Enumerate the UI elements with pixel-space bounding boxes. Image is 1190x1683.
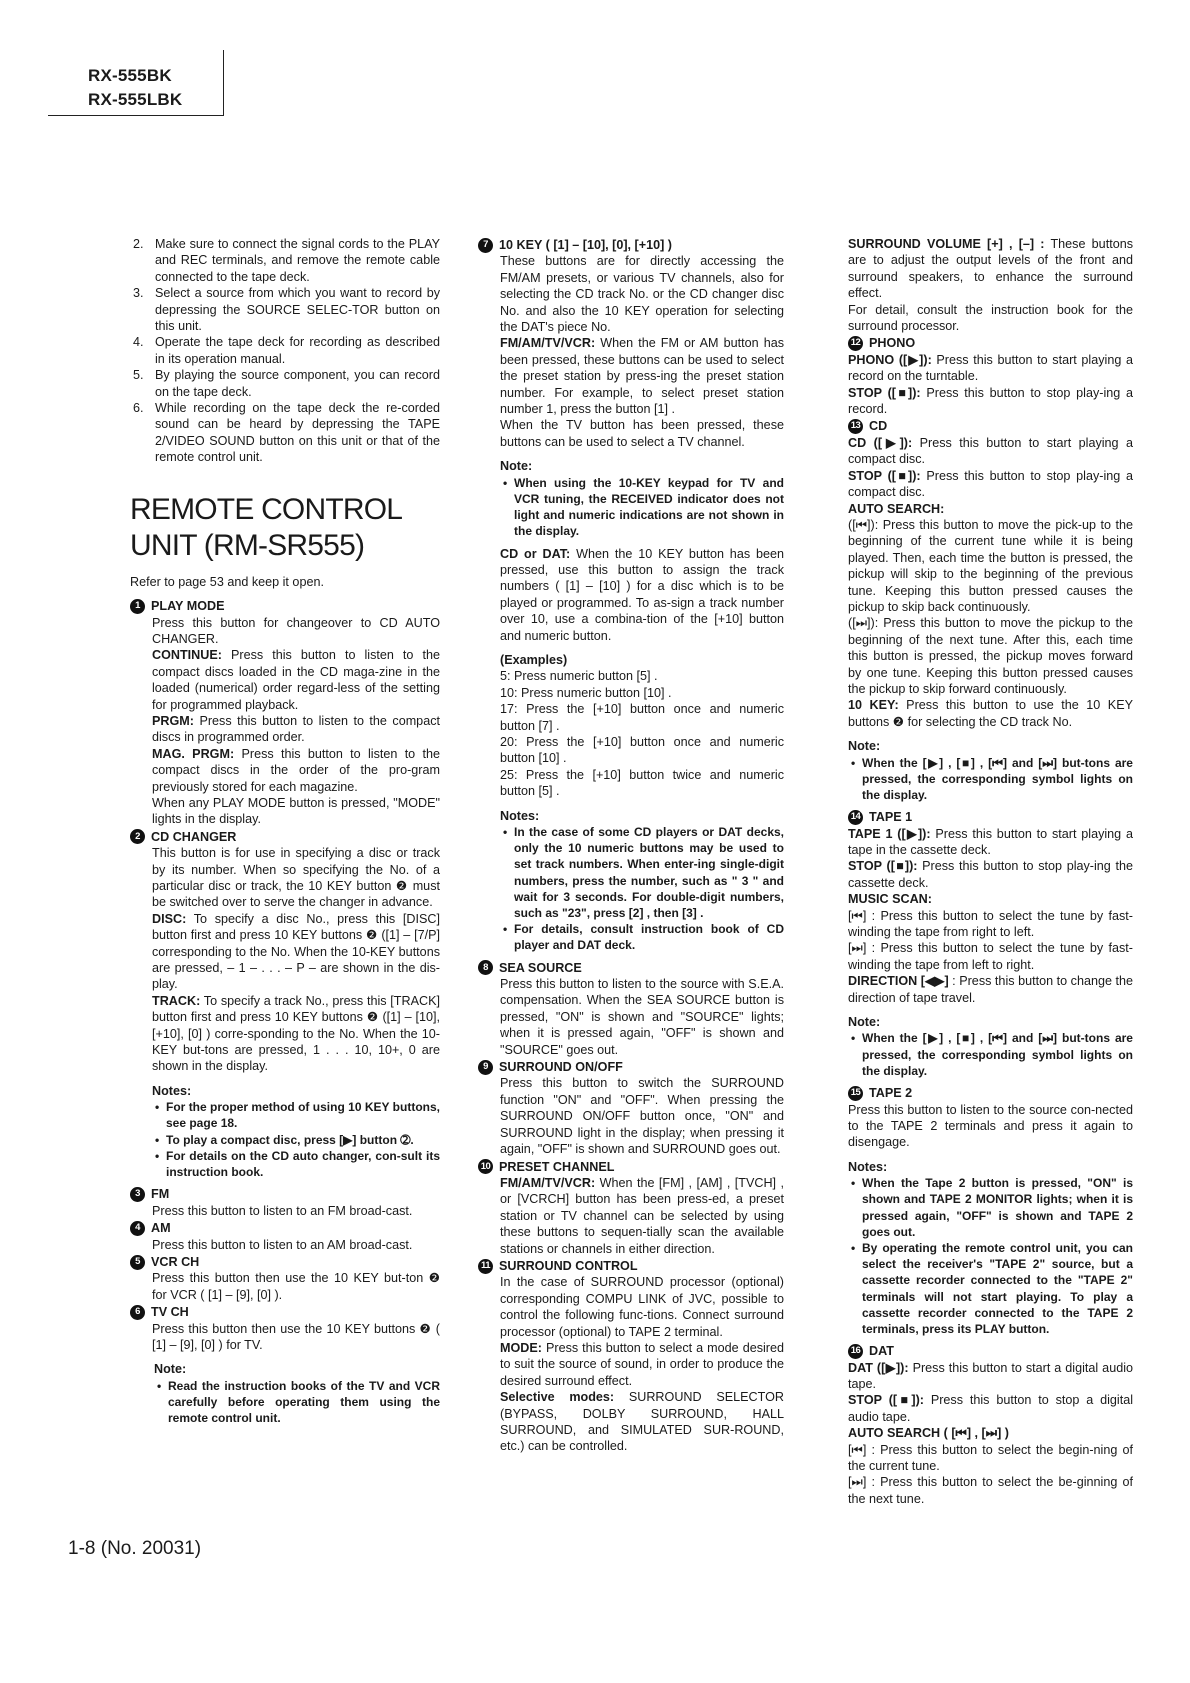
notes-heading: Note: bbox=[154, 1362, 187, 1377]
item-heading: 5 VCR CH bbox=[130, 1254, 440, 1270]
item-heading: 6 TV CH bbox=[130, 1304, 440, 1320]
number-badge: 6 bbox=[130, 1305, 145, 1320]
item-heading: 14 TAPE 1 bbox=[848, 809, 1133, 825]
item-heading: 4 AM bbox=[130, 1220, 440, 1236]
item-heading: 11 SURROUND CONTROL bbox=[478, 1258, 784, 1274]
note-item: • In the case of some CD players or DAT decks, only the 10 numeric buttons may be used to set track numbers. When enter-ing single-digit numbers, press the number, such as " 3 " and wait for 3 seconds. For double-digit numbers, such as "23", press [2] , then [3] . bbox=[500, 824, 784, 921]
notes-heading: Note: bbox=[848, 1015, 881, 1030]
notes-heading: Notes: bbox=[500, 808, 540, 823]
number-badge: 14 bbox=[848, 810, 863, 825]
column-left: 2. Make sure to connect the signal cords to the PLAY and REC terminals, and remove the remote cable connected to the tape deck. 3. Select a source from which you want to record by depressing the SOURCE SELEC-TOR button on this unit. 4. Operate the tape deck for recording as described in its operation manual. 5. By playing the source component, you can record on the tape deck. 6. While recording on the tape deck the re-corded sound can be heard by depressing the TAPE 2/VIDEO SOUND button on this unit or that of the remote control unit. REMOTE CONTROL UNIT (RM-SR555) Refer to page 53 and keep it open. 1 PLAY MODE Press this button for changeover to CD AUTO CHANGER. CONTINUE: Press this button to listen to the compact discs loaded in the CD maga-zine in the loaded (numerical) order regard-less of the setting for programmed playback. PRGM: Press this button to listen to the compact discs in programmed order. MAG. PRGM: Press this button to listen to the compact discs in the order of the pro-gram previously stored for each magazine. When any PLAY MODE button is pressed, "MODE" lights in the display. 2 CD CHANGER This button is for use in specifying a disc or track by its number. When so specifying the No. of a particular disc or track, the 10 KEY button ❷ must be switched over to serve the changer in advance. DISC: To specify a disc No., press this [DISC] button first and press 10 KEY buttons ❷ ([1] – [7/P] corresponding to the No. When the 10-KEY buttons are pressed, – 1 – . . . – P – are shown in the dis-play. TRACK: To specify a track No., press this [TRACK] button first and press 10 KEY buttons ❷ ([1] – [10], [+10], [0] ) corre-sponding to the No. When the 10-KEY but-tons are pressed, 1 . . . 10, 10+, 0 are shown in the display. Notes: • For the proper method of using 10 KEY buttons, see page 18. • To play a compact disc, press [▶] button ➁. • For details on the CD auto changer, con-sult its instruction book. 3 FM Press this button to listen to an FM broad-cast. 4 AM Press this button to listen to an AM broad-cast. 5 VCR CH Press this button then use the 10 KEY but-ton ❷ for VCR ( [1] – [9], [0] ). 6 TV CH Press this button then use the 10 KEY buttons ❷ ( [1] – [9], [0] ) for TV. Note: • Read the instruction books of the TV and VCR carefully before operating them using the remote control unit. bbox=[130, 236, 440, 1426]
section-title: REMOTE CONTROL UNIT (RM-SR555) bbox=[130, 492, 403, 562]
note-item: • To play a compact disc, press [▶] button ➁. bbox=[152, 1132, 440, 1148]
column-right: SURROUND VOLUME [+] , [–] : These buttons are to adjust the output levels of the front and surround speakers, to enhance the surround effect. For detail, consult the instruction book for the surround processor. 12 PHONO PHONO ([▶]): Press this button to start playing a record on the turntable. STOP ([■]): Press this button to stop play-ing a record. 13 CD CD ([▶]): Press this button to start playing a compact disc. STOP ([■]): Press this button to stop play-ing a compact disc. AUTO SEARCH: ([⏮]): Press this button to move the pick-up to the beginning of the current tune while it is being played. Then, each time the button is pressed, the pickup will skip to the beginning of the previous tune. Keeping this button pressed causes the pickup to skip back continuously. ([⏭]): Press this button to move the pickup to the beginning of the next tune. After this, each time this button is pressed, the pickup moves forward by one tune. Keeping this button pressed causes the pickup to skip forward continuously. 10 KEY: Press this button to use the 10 KEY buttons ❷ for selecting the CD track No. Note: • When the [▶] , [■] , [⏮] and [⏭] but-tons are pressed, the corresponding symbol lights on the display. 14 TAPE 1 TAPE 1 ([▶]): Press this button to start playing a tape in the cassette deck. STOP ([■]): Press this button to stop play-ing the cassette deck. MUSIC SCAN: [⏮] : Press this button to select the tune by fast-winding the tape from right to left. [⏭] : Press this button to select the tune by fast-winding the tape from left to right. DIRECTION [◀▶] : Press this button to change the direction of tape travel. Note: • When the [▶] , [■] , [⏮] and [⏭] but-tons are pressed, the corresponding symbol lights on the display. 15 TAPE 2 Press this button to listen to the source con-nected to the TAPE 2 terminals and press it again to disengage. Notes: • When the Tape 2 button is pressed, "ON" is shown and TAPE 2 MONITOR lights; when it is pressed again, "OFF" is shown and TAPE 2 goes out. • By operating the remote control unit, you can select the receiver's "TAPE 2" source, but a cassette recorder connected to the "TAPE 2" terminals will not start playing. To play a cassette recorder connected to the TAPE 2 terminals, press its PLAY button. 16 DAT DAT ([▶]): Press this button to start a digital audio tape. STOP ([■]): Press this button to stop a digital audio tape. AUTO SEARCH ( [⏮] , [⏭] ) [⏮] : Press this button to select the begin-ning of the current tune. [⏭] : Press this button to select the be-ginning of the next tune. bbox=[848, 236, 1133, 1507]
item-heading: 13 CD bbox=[848, 418, 1133, 434]
item-heading: 15 TAPE 2 bbox=[848, 1085, 1133, 1101]
number-badge: 5 bbox=[130, 1255, 145, 1270]
item-heading: 9 SURROUND ON/OFF bbox=[478, 1059, 784, 1075]
column-middle: 7 10 KEY ( [1] – [10], [0], [+10] ) These buttons are for directly accessing the FM/AM presets, or various TV channels, also for selecting the CD track No. or the CD changer disc No. and also the 10 KEY operation for selecting the DAT's piece No. FM/AM/TV/VCR: When the FM or AM button has been pressed, these buttons can be used to select the preset station by press-ing the preset station number. For example, to select preset station number 1, press the button [1] . When the TV button has been pressed, these buttons can be used to select a TV channel. Note: • When using the 10-KEY keypad for TV and VCR tuning, the RECEIVED indicator does not light and numeric indications are not shown in the display. CD or DAT: When the 10 KEY button has been pressed, use this button to assign the track numbers ( [1] – [10] ) for a disc which is to be played or programmed. To as-sign a track number over 10, use a combina-tion of the [+10] button and numeric button. (Examples) 5: Press numeric button [5] . 10: Press numeric button [10] . 17: Press the [+10] button once and numeric button [7] . 20: Press the [+10] button once and numeric button [10] . 25: Press the [+10] button twice and numeric button [5] . Notes: • In the case of some CD players or DAT decks, only the 10 numeric buttons may be used to set track numbers. When enter-ing single-digit numbers, press the number, such as " 3 " and wait for 3 seconds. For double-digit numbers, such as "23", press [2] , then [3] . • For details, consult instruction book of CD player and DAT deck. 8 SEA SOURCE Press this button to listen to the source with S.E.A. compensation. When the SEA SOURCE button is pressed, "ON" is shown and "SOURCE" lights; when it is pressed again, "OFF" is shown and "SOURCE" goes out. 9 SURROUND ON/OFF Press this button to switch the SURROUND function "ON" and "OFF". When pressing the SURROUND ON/OFF button once, "ON" and SURROUND light in the display; when pressing it again, "OFF" is shown and SURROUND goes out. 10 PRESET CHANNEL FM/AM/TV/VCR: When the [FM] , [AM] , [TVCH] , or [VCRCH] button has been press-ed, a preset station or TV channel can be selected by using these buttons to sequen-tially scan the available stations or channels in either direction. 11 SURROUND CONTROL In the case of SURROUND processor (optional) corresponding COMPU LINK of JVC, possible to control the following func-tions. Connect surround processor (optional) to TAPE 2 terminal. MODE: Press this button to select a mode desired to suit the source of sound, in order to produce the desired surround effect. Selective modes: SURROUND SELECTOR (BYPASS, DOLBY SURROUND, HALL SURROUND, and SIMULATED SUR-ROUND, etc.) can be controlled. bbox=[478, 236, 784, 1455]
number-badge: 2 bbox=[130, 829, 145, 844]
notes-heading: Notes: bbox=[848, 1159, 888, 1174]
list-item: 4. Operate the tape deck for recording as described in its operation manual. bbox=[133, 335, 440, 366]
example-line: 20: Press the [+10] button once and numeric button [10] . bbox=[500, 734, 784, 766]
number-badge: 10 bbox=[478, 1159, 493, 1174]
list-item: 5. By playing the source component, you can record on the tape deck. bbox=[133, 368, 440, 399]
note-item: • For the proper method of using 10 KEY buttons, see page 18. bbox=[152, 1099, 440, 1131]
number-badge: 4 bbox=[130, 1221, 145, 1236]
number-badge: 3 bbox=[130, 1187, 145, 1202]
item-heading: 7 10 KEY ( [1] – [10], [0], [+10] ) bbox=[478, 237, 784, 253]
item-heading: 16 DAT bbox=[848, 1343, 1133, 1359]
example-line: 17: Press the [+10] button once and numeric button [7] . bbox=[500, 702, 784, 733]
number-badge: 15 bbox=[848, 1086, 863, 1101]
number-badge: 1 bbox=[130, 599, 145, 614]
notes-heading: Notes: bbox=[152, 1083, 192, 1098]
note-item: • Read the instruction books of the TV and VCR carefully before operating them using the remote control unit. bbox=[154, 1378, 440, 1427]
number-badge: 16 bbox=[848, 1344, 863, 1359]
note-item: • For details, consult instruction book of CD player and DAT deck. bbox=[500, 921, 784, 953]
note-item: • For details on the CD auto changer, con-sult its instruction book. bbox=[152, 1148, 440, 1180]
number-badge: 7 bbox=[478, 238, 493, 253]
number-badge: 9 bbox=[478, 1060, 493, 1075]
model-number: RX-555BK bbox=[88, 66, 172, 85]
model-number: RX-555LBK bbox=[88, 90, 183, 109]
number-badge: 11 bbox=[478, 1259, 493, 1274]
example-line: 10: Press numeric button [10] . bbox=[500, 685, 672, 700]
note-item: • When the [▶] , [■] , [⏮] and [⏭] but-tons are pressed, the corresponding symbol lights on the display. bbox=[848, 1030, 1133, 1079]
note-item: • When the [▶] , [■] , [⏮] and [⏭] but-tons are pressed, the corresponding symbol lights on the display. bbox=[848, 755, 1133, 804]
number-badge: 13 bbox=[848, 419, 863, 434]
item-heading: 12 PHONO bbox=[848, 335, 1133, 351]
item-heading: 2 CD CHANGER bbox=[130, 829, 440, 845]
list-item: 6. While recording on the tape deck the re-corded sound can be heard by depressing the TAPE 2/VIDEO SOUND button on this unit or that of the remote control unit. bbox=[133, 401, 440, 465]
number-badge: 12 bbox=[848, 336, 863, 351]
example-line: 25: Press the [+10] button twice and numeric button [5] . bbox=[500, 767, 784, 799]
notes-heading: Note: bbox=[500, 459, 533, 474]
note-item: • When the Tape 2 button is pressed, "ON" is shown and TAPE 2 MONITOR lights; when it is pressed again, "OFF" is shown and TAPE 2 goes out. bbox=[848, 1175, 1133, 1240]
item-heading: 8 SEA SOURCE bbox=[478, 960, 784, 976]
item-heading: 1 PLAY MODE bbox=[130, 598, 440, 614]
page-number: 1-8 (No. 20031) bbox=[68, 1538, 202, 1559]
refer-text: Refer to page 53 and keep it open. bbox=[130, 574, 324, 589]
notes-heading: Note: bbox=[848, 739, 881, 754]
list-item: 2. Make sure to connect the signal cords to the PLAY and REC terminals, and remove the remote cable connected to the tape deck. bbox=[133, 237, 440, 284]
step-list bbox=[130, 236, 440, 466]
example-line: 5: Press numeric button [5] . bbox=[500, 669, 658, 684]
number-badge: 8 bbox=[478, 960, 493, 975]
item-heading: 10 PRESET CHANNEL bbox=[478, 1159, 784, 1175]
note-item: • When using the 10-KEY keypad for TV and VCR tuning, the RECEIVED indicator does not light and numeric indications are not shown in the display. bbox=[500, 475, 784, 540]
note-item: • By operating the remote control unit, you can select the receiver's "TAPE 2" source, but a cassette recorder connected to the "TAPE 2" terminals will not start playing. To play a cassette recorder connected to the TAPE 2 terminals, press its PLAY button. bbox=[848, 1240, 1133, 1337]
item-heading: 3 FM bbox=[130, 1186, 440, 1202]
examples-heading: (Examples) bbox=[500, 652, 568, 667]
list-item: 3. Select a source from which you want to record by depressing the SOURCE SELEC-TOR button on this unit. bbox=[133, 286, 440, 334]
